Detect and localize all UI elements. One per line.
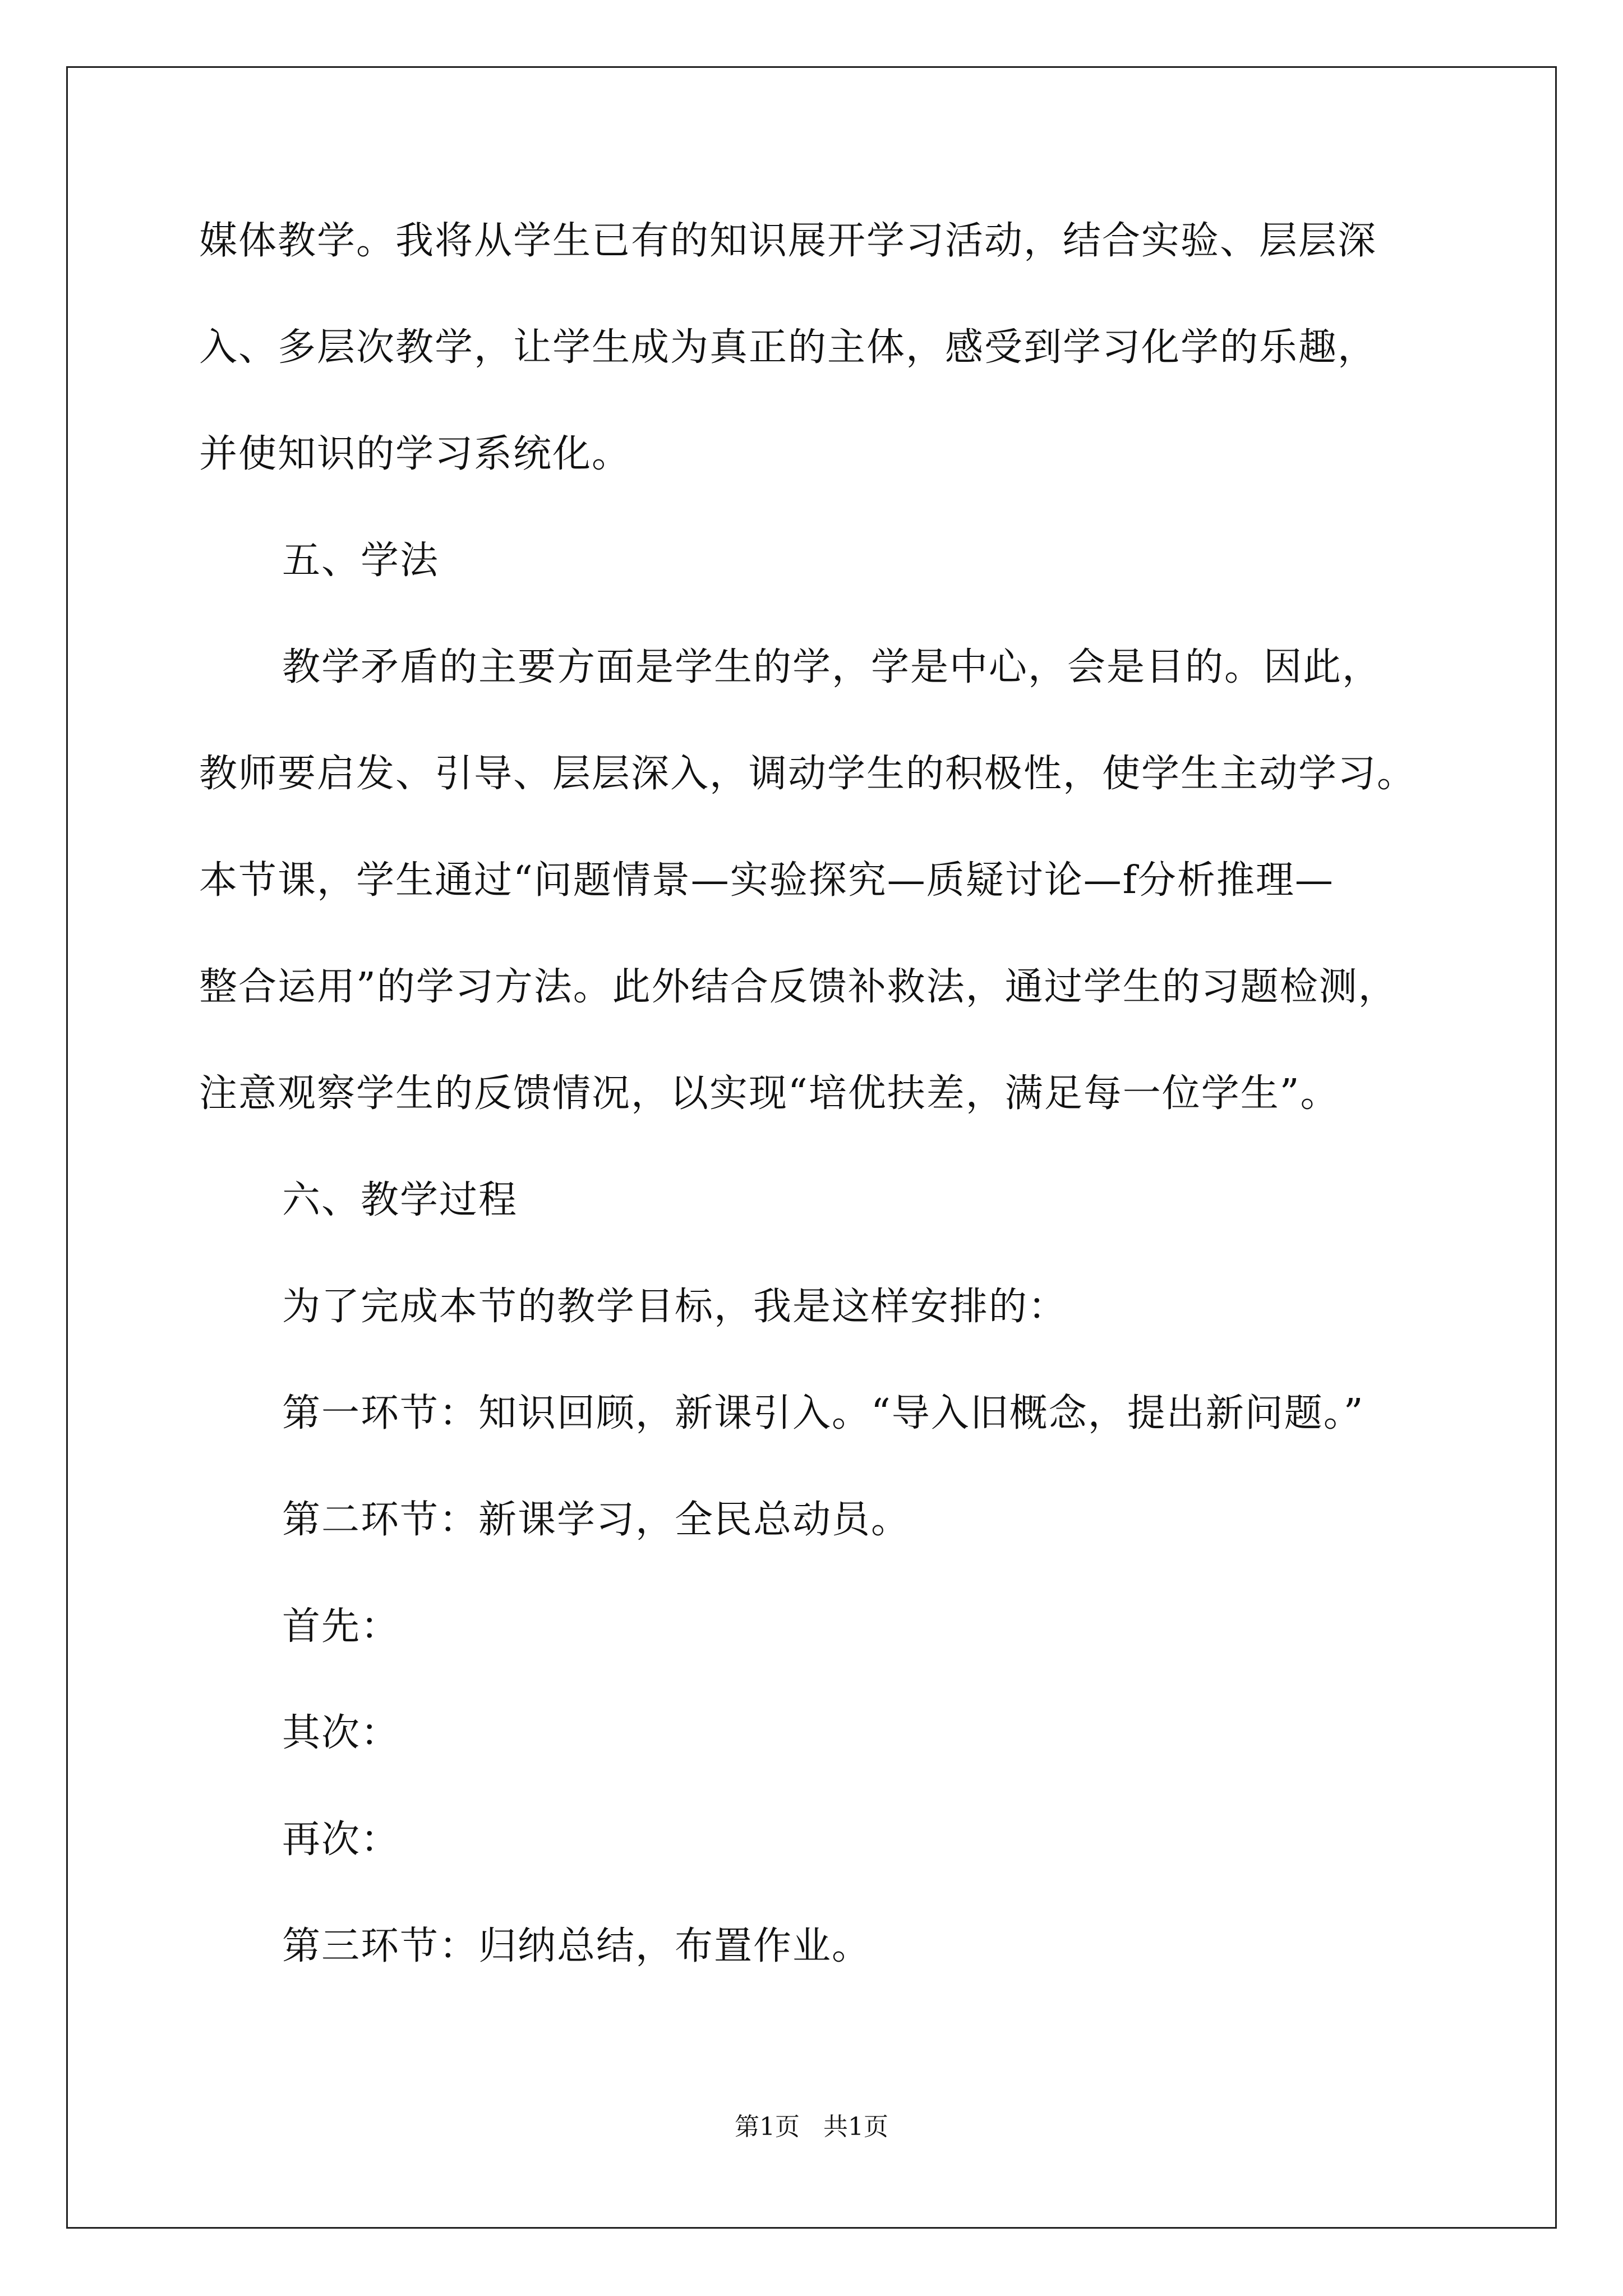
paragraph-line: 并使知识的学习系统化。 xyxy=(199,432,631,476)
paragraph-line: 媒体教学。我将从学生已有的知识展开学习活动，结合实验、层层深 xyxy=(199,219,1377,263)
paragraph-line: 为了完成本节的教学目标，我是这样安排的： xyxy=(282,1285,1068,1329)
paragraph-line: 注意观察学生的反馈情况，以实现“培优扶差，满足每一位学生”。 xyxy=(199,1071,1340,1116)
paragraph-line: 首先： xyxy=(282,1604,400,1649)
paragraph-line: 教学矛盾的主要方面是学生的学，学是中心，会是目的。因此， xyxy=(282,645,1382,689)
paragraph-line: 第二环节：新课学习，全民总动员。 xyxy=(282,1498,911,1542)
paragraph-line: 第三环节：归纳总结，布置作业。 xyxy=(282,1924,872,1968)
paragraph-line: 教师要启发、引导、层层深入，调动学生的积极性，使学生主动学习。 xyxy=(199,752,1417,796)
section-heading: 六、教学过程 xyxy=(282,1178,518,1222)
paragraph-line: 再次： xyxy=(282,1818,400,1862)
paragraph-line: 整合运用”的学习方法。此外结合反馈补救法，通过学生的习题检测， xyxy=(199,965,1398,1009)
page-border xyxy=(66,66,1557,2229)
paragraph-line: 其次： xyxy=(282,1711,400,1755)
page-number-footer: 第1页 共1页 xyxy=(735,2113,888,2141)
paragraph-line: 第一环节：知识回顾，新课引入。“导入旧概念，提出新问题。” xyxy=(282,1391,1364,1435)
section-heading: 五、学法 xyxy=(282,539,440,583)
paragraph-line: 本节课，学生通过“问题情景—实验探究—质疑讨论—f分析推理— xyxy=(199,858,1334,903)
paragraph-line: 入、多层次教学，让学生成为真正的主体，感受到学习化学的乐趣， xyxy=(199,325,1377,370)
